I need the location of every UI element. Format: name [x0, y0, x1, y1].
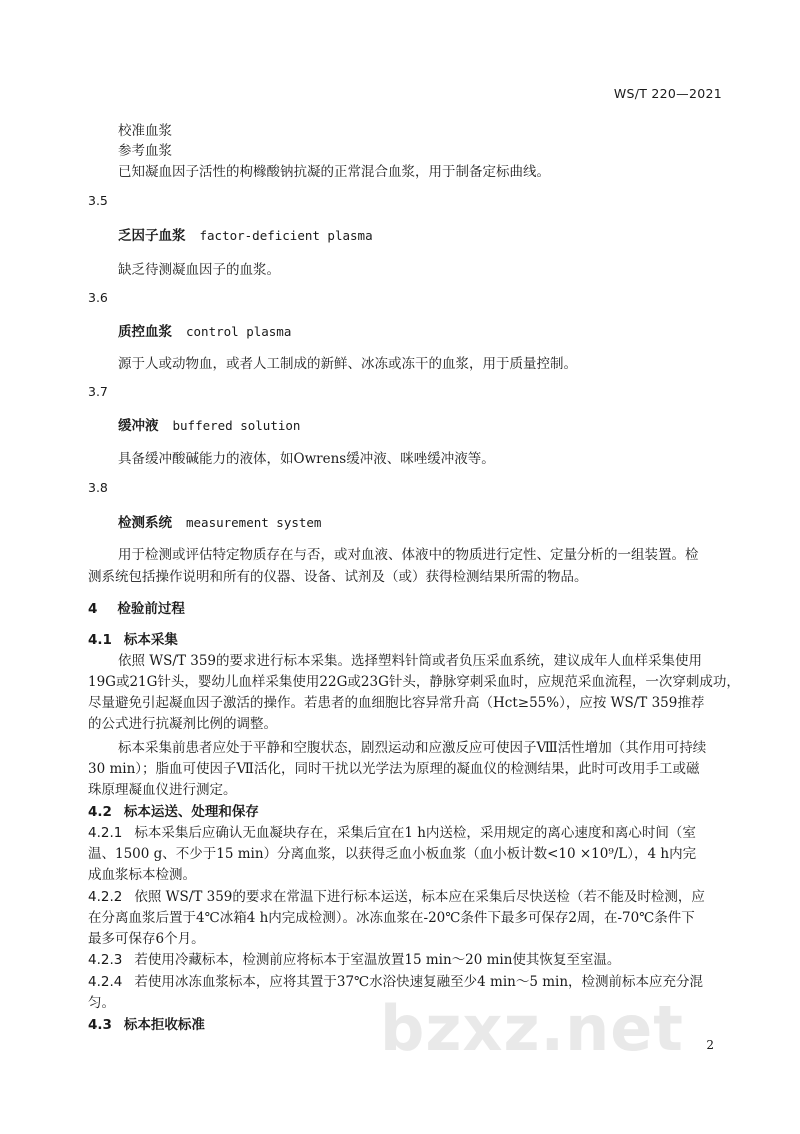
subsection-number: 4.1 — [88, 632, 112, 648]
item-4-2-3 — [88, 948, 620, 968]
item-text: 依照 WS/T 359的要求在常温下进行标本运送，标本应在采集后尽快送检（若不能及时检测，应 — [134, 889, 705, 905]
term-cn: 检测系统 — [118, 515, 172, 531]
item-4-2-2-line-1 — [88, 885, 705, 905]
definition-3-8-line-1: 用于检测或评估特定物质存在与否，或对血液、体液中的物质进行定性、定量分析的一组装置。检 — [118, 547, 699, 563]
synonym-1: 校准血浆 — [118, 123, 172, 139]
section-4-heading — [88, 597, 185, 617]
section-number: 4 — [88, 601, 98, 617]
item-number: 4.2.1 — [88, 825, 123, 841]
subsection-number: 4.2 — [88, 804, 112, 820]
subsection-4-3-heading — [88, 1013, 205, 1033]
item-4-2-4-line-2: 匀。 — [88, 995, 115, 1011]
para-4-1-2-line-3: 珠原理凝血仪进行测定。 — [88, 782, 237, 798]
item-4-2-4-line-1 — [88, 970, 703, 990]
item-4-2-1-line-2: 温、1500 g、不少于15 min）分离血浆，以获得乏血小板血浆（血小板计数<10 ×10⁹/L），4 h内完 — [88, 846, 697, 862]
clause-number-3-8: 3.8 — [88, 480, 108, 495]
term-en: measurement system — [186, 515, 322, 530]
item-number: 4.2.4 — [88, 974, 123, 990]
item-4-2-2-line-2: 在分离血浆后置于4℃冰箱4 h内完成检测）。冰冻血浆在-20℃条件下最多可保存2周，在-70℃条件下 — [88, 910, 695, 926]
item-4-2-1-line-1 — [88, 821, 696, 841]
subsection-title: 标本拒收标准 — [123, 1017, 205, 1033]
term-cn: 乏因子血浆 — [118, 228, 186, 244]
clause-number-3-6: 3.6 — [88, 290, 108, 305]
subsection-title: 标本运送、处理和保存 — [123, 804, 259, 820]
subsection-4-2-heading — [88, 800, 259, 820]
para-4-1-2-line-2: 30 min）；脂血可使因子Ⅶ活化，同时干扰以光学法为原理的凝血仪的检测结果，此时可改用手工或磁 — [88, 761, 700, 777]
definition-3-5: 缺乏待测凝血因子的血浆。 — [118, 262, 280, 278]
item-text: 若使用冷藏标本，检测前应将标本于室温放置15 min～20 min使其恢复至室温。 — [134, 952, 621, 968]
term-cn: 质控血浆 — [118, 324, 172, 340]
definition-3-7: 具备缓冲酸碱能力的液体，如Owrens缓冲液、咪唑缓冲液等。 — [118, 451, 495, 467]
subsection-4-1-heading — [88, 628, 178, 648]
term-en: factor-deficient plasma — [199, 228, 373, 243]
section-title: 检验前过程 — [117, 601, 185, 617]
term-3-8 — [118, 511, 321, 531]
page-number: 2 — [706, 1038, 714, 1052]
subsection-title: 标本采集 — [123, 632, 178, 648]
item-number: 4.2.2 — [88, 889, 123, 905]
definition-3-8-line-2: 测系统包括操作说明和所有的仪器、设备、试剂及（或）获得检测结果所需的物品。 — [88, 569, 588, 585]
term-cn: 缓冲液 — [118, 418, 159, 434]
term-en: buffered solution — [172, 418, 301, 433]
definition-3-4: 已知凝血因子活性的枸橼酸钠抗凝的正常混合血浆，用于制备定标曲线。 — [118, 164, 550, 180]
clause-number-3-5: 3.5 — [88, 193, 108, 208]
term-en: control plasma — [186, 324, 292, 339]
item-4-2-2-line-3: 最多可保存6个月。 — [88, 931, 205, 947]
term-3-5 — [118, 224, 373, 244]
item-number: 4.2.3 — [88, 952, 123, 968]
clause-number-3-7: 3.7 — [88, 384, 108, 399]
standard-code: WS/T 220—2021 — [613, 86, 722, 101]
para-4-1-1-line-2: 19G或21G针头，婴幼儿血样采集使用22G或23G针头，静脉穿刺采血时，应规范采血流程，一次穿刺成功， — [88, 674, 740, 690]
item-text: 若使用冰冻血浆标本，应将其置于37℃水浴快速复融至少4 min～5 min，检测前标本应充分混 — [134, 974, 704, 990]
term-3-6 — [118, 320, 291, 340]
item-text: 标本采集后应确认无血凝块存在，采集后宜在1 h内送检，采用规定的离心速度和离心时间（室 — [134, 825, 696, 841]
para-4-1-1-line-4: 的公式进行抗凝剂比例的调整。 — [88, 716, 277, 732]
para-4-1-1-line-1: 依照 WS/T 359的要求进行标本采集。选择塑料针筒或者负压采血系统，建议成年人血样采集使用 — [118, 653, 703, 669]
definition-3-6: 源于人或动物血，或者人工制成的新鲜、冰冻或冻干的血浆，用于质量控制。 — [118, 356, 577, 372]
para-4-1-1-line-3: 尽量避免引起凝血因子激活的操作。若患者的血细胞比容异常升高（Hct≥55%），应按 WS/T 359推荐 — [88, 695, 705, 711]
item-4-2-1-line-3: 成血浆标本检测。 — [88, 867, 196, 883]
term-3-7 — [118, 414, 300, 434]
watermark: bzxz.net — [380, 992, 684, 1065]
synonym-2: 参考血浆 — [118, 143, 172, 159]
para-4-1-2-line-1: 标本采集前患者应处于平静和空腹状态，剧烈运动和应激反应可使因子Ⅷ活性增加（其作用可持续 — [118, 740, 707, 756]
subsection-number: 4.3 — [88, 1017, 112, 1033]
